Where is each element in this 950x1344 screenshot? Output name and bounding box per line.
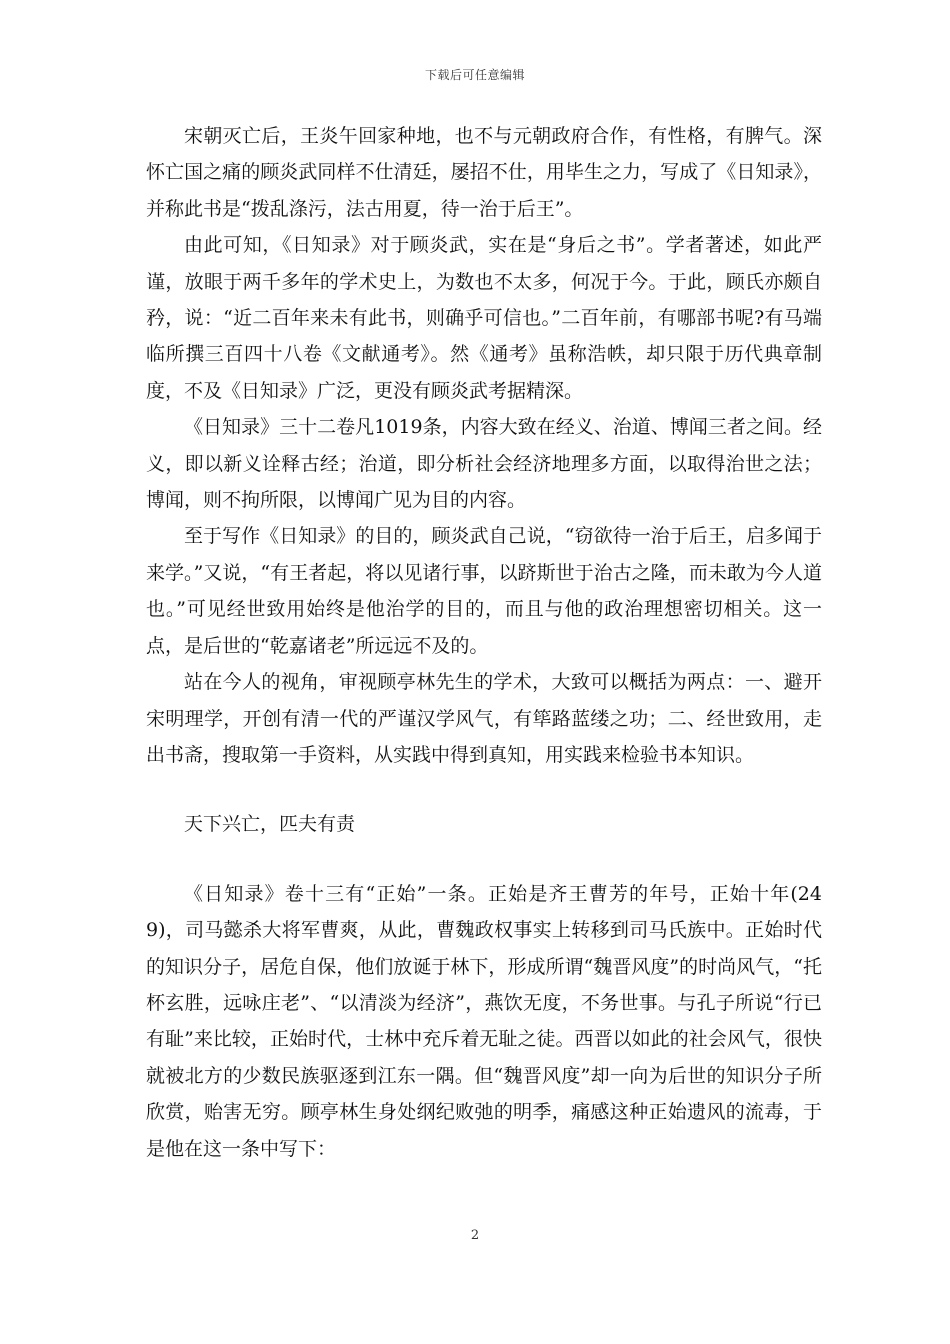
page-number: 2 <box>470 1228 480 1243</box>
paragraph: 宋朝灭亡后，王炎午回家种地，也不与元朝政府合作，有性格，有脾气。深怀亡国之痛的顾炎武同样不仕清廷，屡招不仕，用毕生之力，写成了《日知录》，并称此书是“拨乱涤污，法古用夏，待一治于后王”。 <box>146 125 822 220</box>
paragraph: 《日知录》三十二卷凡1019条，内容大致在经义、治道、博闻三者之间。经义，即以新义诠释古经；治道，即分析社会经济地理多方面，以取得治世之法；博闻，则不拘所限，以博闻广见为目的内容。 <box>146 416 822 512</box>
paragraph: 站在今人的视角，审视顾亭林先生的学术，大致可以概括为两点：一、避开宋明理学，开创有清一代的严谨汉学风气，有筚路蓝缕之功；二、经世致用，走出书斋，搜取第一手资料，从实践中得到真知，用实践来检验书本知识。 <box>146 671 822 766</box>
document-body <box>146 118 822 1167</box>
paragraph: 至于写作《日知录》的目的，顾炎武自己说，“窃欲待一治于后王，启多闻于来学。”又说，“有王者起，将以见诸行事，以跻斯世于治古之隆，而未敢为今人道也。”可见经世致用始终是他治学的目的，而且与他的政治理想密切相关。这一点，是后世的“乾嘉诸老”所远远不及的。 <box>146 525 822 657</box>
section-heading: 天下兴亡，匹夫有责 <box>184 813 356 836</box>
page-header: 下载后可任意编辑 <box>424 68 525 82</box>
paragraph: 《日知录》卷十三有“正始”一条。正始是齐王曹芳的年号，正始十年(249)，司马懿杀大将军曹爽，从此，曹魏政权事实上转移到司马氏族中。正始时代的知识分子，居危自保，他们放诞于林下，形成所谓“魏晋风度”的时尚风气，“托杯玄胜，远咏庄老”、“以清淡为经济”，燕饮无度，不务世事。与孔子所说“行已有耻”来比较，正始时代，士林中充斥着无耻之徒。西晋以如此的社会风气，很快就被北方的少数民族驱逐到江东一隅。但“魏晋风度”却一向为后世的知识分子所欣赏，贻害无穷。顾亭林生身处纲纪败弛的明季，痛感这种正始遗风的流毒，于是他在这一条中写下： <box>146 882 822 1160</box>
paragraph: 由此可知，《日知录》对于顾炎武，实在是“身后之书”。学者著述，如此严谨，放眼于两千多年的学术史上，为数也不太多，何况于今。于此，顾氏亦颇自矜，说：“近二百年来未有此书，则确乎可信也。”二百年前，有哪部书呢?有马端临所撰三百四十八卷《文献通考》。然《通考》虽称浩帙，却只限于历代典章制度，不及《日知录》广泛，更没有顾炎武考据精深。 <box>146 234 822 402</box>
